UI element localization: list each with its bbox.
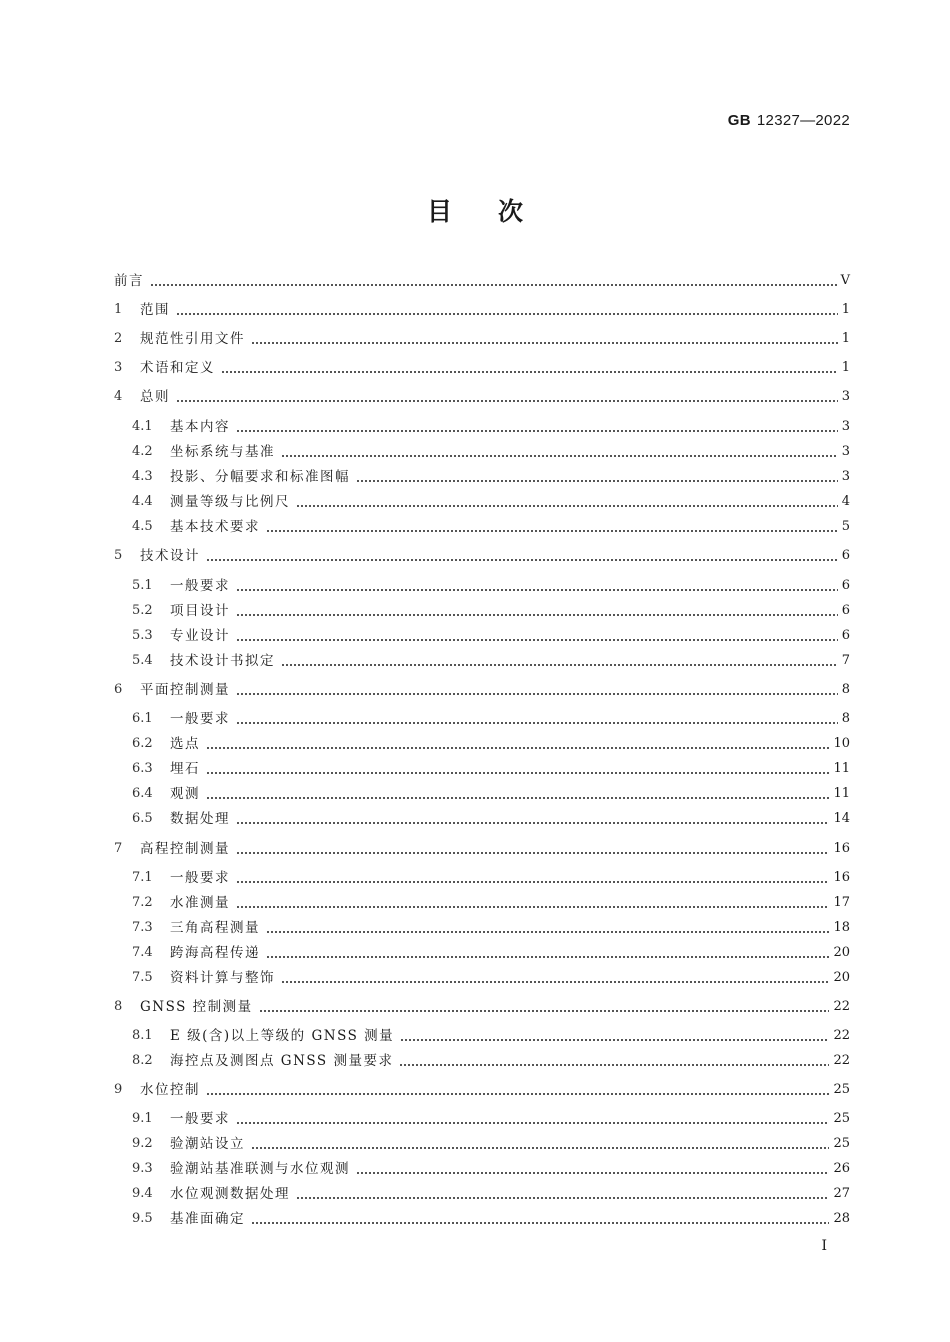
toc-entry[interactable] <box>114 679 850 701</box>
toc-entry-number: 8.2 <box>132 1053 153 1068</box>
toc-entry[interactable] <box>114 270 850 292</box>
toc-entry-number: 8.1 <box>132 1028 153 1043</box>
toc-entry-label: 资料计算与整饰 <box>170 970 275 986</box>
toc-entry-number: 7.2 <box>132 895 153 910</box>
dot-leader <box>236 867 829 889</box>
toc-subentry[interactable] <box>132 1158 850 1180</box>
page-footer-number: I <box>821 1238 827 1254</box>
toc-entry-label: 平面控制测量 <box>140 682 230 698</box>
toc-entry-label: 总则 <box>140 389 170 405</box>
toc-entry-number: 5.2 <box>132 603 153 618</box>
toc-entry-label: 一般要求 <box>170 711 230 727</box>
toc-entry-page: 28 <box>833 1211 850 1226</box>
toc-entry-page: 1 <box>841 302 850 317</box>
toc-subentry[interactable] <box>132 1133 850 1155</box>
dot-leader <box>236 625 838 647</box>
toc-subentry[interactable] <box>132 758 850 780</box>
toc-entry-number: 5 <box>114 548 123 563</box>
toc-entry-label: 测量等级与比例尺 <box>170 494 290 510</box>
toc-subentry[interactable] <box>132 942 850 964</box>
toc-subentry[interactable] <box>132 575 850 597</box>
toc-subentry[interactable] <box>132 783 850 805</box>
toc-entry-label: 项目设计 <box>170 603 230 619</box>
toc-entry-label: E 级(含)以上等级的 GNSS 测量 <box>170 1028 395 1044</box>
toc-entry-page: 4 <box>841 494 850 509</box>
dot-leader <box>206 545 838 567</box>
toc-entry-label: 坐标系统与基准 <box>170 444 275 460</box>
toc-entry-number: 4 <box>114 389 123 404</box>
toc-subentry[interactable] <box>132 917 850 939</box>
toc-entry-number: 6.3 <box>132 761 153 776</box>
toc-entry-page: 14 <box>833 811 850 826</box>
toc-subentry[interactable] <box>132 600 850 622</box>
toc-entry-label: 技术设计书拟定 <box>170 653 275 669</box>
toc-entry-number: 5.3 <box>132 628 153 643</box>
toc-entry-page: 1 <box>841 331 850 346</box>
toc-entry-number: 4.5 <box>132 519 153 534</box>
toc-entry[interactable] <box>114 299 850 321</box>
toc-entry-label: 规范性引用文件 <box>140 331 245 347</box>
toc-entry-number: 7.4 <box>132 945 153 960</box>
dot-leader <box>236 838 829 860</box>
toc-entry-label: 术语和定义 <box>140 360 215 376</box>
toc-entry-page: 22 <box>833 1053 850 1068</box>
dot-leader <box>281 441 838 463</box>
toc-entry-number: 9 <box>114 1082 123 1097</box>
toc-entry-page: 20 <box>833 970 850 985</box>
dot-leader <box>236 600 838 622</box>
dot-leader <box>251 1208 829 1230</box>
toc-entry-label: 高程控制测量 <box>140 841 230 857</box>
toc-entry-number: 6.5 <box>132 811 153 826</box>
dot-leader <box>266 917 829 939</box>
toc-entry-number: 5.4 <box>132 653 153 668</box>
dot-leader <box>251 1133 829 1155</box>
standard-prefix: GB <box>727 112 751 129</box>
dot-leader <box>206 758 829 780</box>
toc-entry-label: 基本技术要求 <box>170 519 260 535</box>
toc-entry[interactable] <box>114 1079 850 1101</box>
dot-leader <box>356 466 838 488</box>
dot-leader <box>259 996 830 1018</box>
toc-entry-label: 一般要求 <box>170 1111 230 1127</box>
toc-entry-number: 1 <box>114 302 123 317</box>
dot-leader <box>296 491 838 513</box>
toc-entry-number: 8 <box>114 999 123 1014</box>
dot-leader <box>399 1050 829 1072</box>
dot-leader <box>206 783 829 805</box>
dot-leader <box>150 270 837 292</box>
toc-entry-page: 25 <box>833 1082 850 1097</box>
toc-entry-number: 6.1 <box>132 711 153 726</box>
toc-subentry[interactable] <box>132 733 850 755</box>
toc-entry-page: 16 <box>833 841 850 856</box>
toc-entry-page: 27 <box>833 1186 850 1201</box>
dot-leader <box>236 575 838 597</box>
toc-entry-number: 9.4 <box>132 1186 153 1201</box>
toc-subentry[interactable] <box>132 1050 850 1072</box>
toc-entry-label: 海控点及测图点 GNSS 测量要求 <box>170 1053 394 1069</box>
toc-entry[interactable] <box>114 328 850 350</box>
toc-entry-page: 25 <box>833 1111 850 1126</box>
dot-leader <box>236 1108 829 1130</box>
toc-subentry[interactable] <box>132 650 850 672</box>
dot-leader <box>251 328 838 350</box>
toc-entry-number: 7 <box>114 841 123 856</box>
toc-entry-number: 7.3 <box>132 920 153 935</box>
dot-leader <box>236 679 838 701</box>
toc-entry-page: 3 <box>841 444 850 459</box>
toc-entry[interactable] <box>114 996 850 1018</box>
toc-subentry[interactable] <box>132 416 850 438</box>
dot-leader <box>206 733 829 755</box>
toc-entry-page: 22 <box>833 1028 850 1043</box>
toc-entry[interactable] <box>114 838 850 860</box>
toc-entry-page: 11 <box>833 786 850 801</box>
dot-leader <box>266 516 838 538</box>
toc-entry-page: 8 <box>841 682 850 697</box>
toc-subentry[interactable] <box>132 708 850 730</box>
toc-entry-page: 10 <box>833 736 850 751</box>
toc-entry[interactable] <box>114 386 850 408</box>
dot-leader <box>356 1158 829 1180</box>
dot-leader <box>296 1183 829 1205</box>
toc-entry-label: 技术设计 <box>140 548 200 564</box>
toc-entry-page: 1 <box>841 360 850 375</box>
dot-leader <box>266 942 829 964</box>
dot-leader <box>206 1079 829 1101</box>
toc-subentry[interactable] <box>132 1108 850 1130</box>
toc-entry-label: 水准测量 <box>170 895 230 911</box>
dot-leader <box>236 892 829 914</box>
toc-entry-label: 一般要求 <box>170 870 230 886</box>
toc-entry-page: 16 <box>833 870 850 885</box>
toc-entry-label: 基本内容 <box>170 419 230 435</box>
toc-subentry[interactable] <box>132 516 850 538</box>
toc-entry-page: 6 <box>841 628 850 643</box>
toc-entry-number: 2 <box>114 331 123 346</box>
toc-entry-label: 投影、分幅要求和标准图幅 <box>170 469 350 485</box>
standard-code: 12327—2022 <box>756 112 850 129</box>
toc-subentry[interactable] <box>132 1183 850 1205</box>
toc-entry-number: 4.1 <box>132 419 153 434</box>
toc-entry-label: 基准面确定 <box>170 1211 245 1227</box>
toc-entry-number: 9.3 <box>132 1161 153 1176</box>
toc-entry-label: 验潮站设立 <box>170 1136 245 1152</box>
toc-entry-page: 3 <box>841 469 850 484</box>
toc-subentry[interactable] <box>132 892 850 914</box>
dot-leader <box>236 416 838 438</box>
toc-entry-number: 4.3 <box>132 469 153 484</box>
toc-entry-number: 9.2 <box>132 1136 153 1151</box>
toc-subentry[interactable] <box>132 625 850 647</box>
toc-entry-number: 6 <box>114 682 123 697</box>
toc-entry-page: 6 <box>841 578 850 593</box>
toc-entry-page: 17 <box>833 895 850 910</box>
toc-entry-number: 4.4 <box>132 494 153 509</box>
toc-entry[interactable] <box>114 545 850 567</box>
toc-entry-number: 7.5 <box>132 970 153 985</box>
toc-entry-label: 水位控制 <box>140 1082 200 1098</box>
toc-entry-page: 3 <box>841 419 850 434</box>
dot-leader <box>176 299 838 321</box>
toc-entry-page: 11 <box>833 761 850 776</box>
toc-subentry[interactable] <box>132 1208 850 1230</box>
toc-entry-page: 6 <box>841 603 850 618</box>
toc-entry-page: 3 <box>841 389 850 404</box>
dot-leader <box>400 1025 829 1047</box>
toc-subentry[interactable] <box>132 808 850 830</box>
dot-leader <box>221 357 838 379</box>
toc-subentry[interactable] <box>132 1025 850 1047</box>
toc-subentry[interactable] <box>132 441 850 463</box>
toc-entry-label: 专业设计 <box>170 628 230 644</box>
toc-subentry[interactable] <box>132 967 850 989</box>
toc-entry-label: 一般要求 <box>170 578 230 594</box>
toc-entry-label: GNSS 控制测量 <box>140 999 253 1015</box>
toc-entry[interactable] <box>114 357 850 379</box>
toc-entry-number: 9.5 <box>132 1211 153 1226</box>
toc-entry-label: 范围 <box>140 302 170 318</box>
toc-subentry[interactable] <box>132 491 850 513</box>
toc-entry-label: 跨海高程传递 <box>170 945 260 961</box>
toc-entry-label: 观测 <box>170 786 200 802</box>
dot-leader <box>236 708 838 730</box>
dot-leader <box>281 650 838 672</box>
toc-entry-label: 水位观测数据处理 <box>170 1186 290 1202</box>
dot-leader <box>236 808 829 830</box>
toc-entry-page: 26 <box>833 1161 850 1176</box>
toc-entry-number: 9.1 <box>132 1111 153 1126</box>
toc-entry-page: 22 <box>833 999 850 1014</box>
dot-leader <box>281 967 829 989</box>
toc-entry-label: 三角高程测量 <box>170 920 260 936</box>
toc-title: 目次 <box>426 197 569 226</box>
toc-entry-page: 7 <box>841 653 850 668</box>
toc-entry-page: 25 <box>833 1136 850 1151</box>
toc-entry-page: V <box>840 273 850 288</box>
toc-entry-number: 4.2 <box>132 444 153 459</box>
toc-entry-page: 6 <box>841 548 850 563</box>
toc-entry-label: 前言 <box>114 273 144 289</box>
toc-entry-label: 验潮站基准联测与水位观测 <box>170 1161 350 1177</box>
toc-entry-page: 5 <box>841 519 850 534</box>
toc-entry-page: 8 <box>841 711 850 726</box>
toc-entry-number: 7.1 <box>132 870 153 885</box>
toc-entry-number: 5.1 <box>132 578 153 593</box>
toc-subentry[interactable] <box>132 867 850 889</box>
toc-entry-label: 数据处理 <box>170 811 230 827</box>
toc-entry-number: 3 <box>114 360 123 375</box>
toc-entry-page: 20 <box>833 945 850 960</box>
toc-entry-page: 18 <box>833 920 850 935</box>
toc-entry-number: 6.2 <box>132 736 153 751</box>
standard-number <box>728 112 850 129</box>
toc-entry-number: 6.4 <box>132 786 153 801</box>
dot-leader <box>176 386 838 408</box>
toc-subentry[interactable] <box>132 466 850 488</box>
toc-entry-label: 选点 <box>170 736 200 752</box>
toc-entry-label: 埋石 <box>170 761 200 777</box>
